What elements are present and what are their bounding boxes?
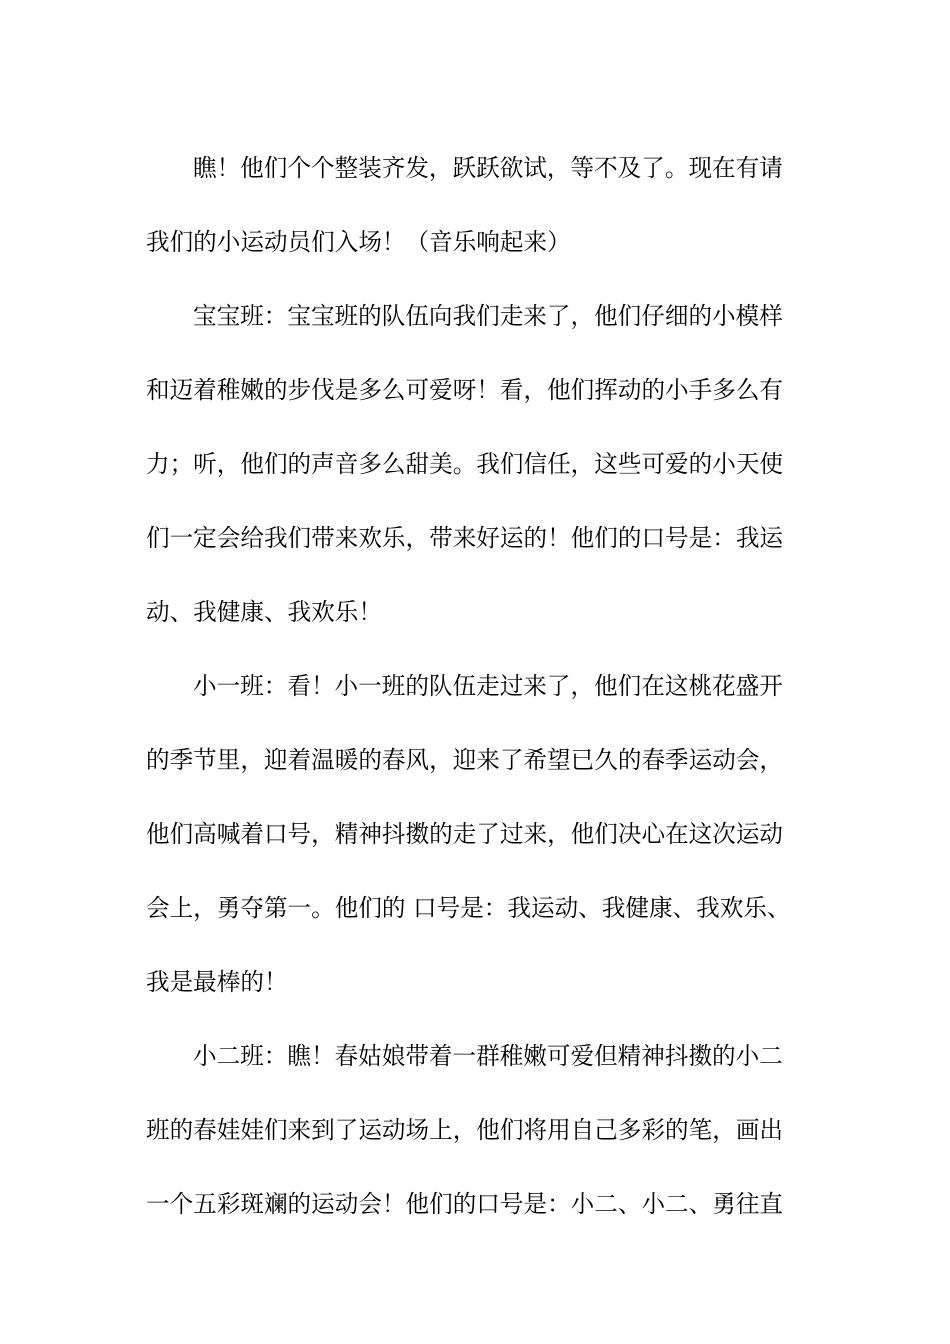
paragraph-line: 动、我健康、我欢乐！ xyxy=(146,598,382,626)
paragraph-line: 一个五彩斑斓的运动会！他们的口号是：小二、小二、勇往直 xyxy=(146,1190,784,1218)
paragraph-line: 们一定会给我们带来欢乐，带来好运的！他们的口号是：我运 xyxy=(146,524,784,552)
paragraph-line: 和迈着稚嫩的步伐是多么可爱呀！看，他们挥动的小手多么有 xyxy=(146,376,784,404)
paragraph-line: 他们高喊着口号，精神抖擞的走了过来，他们决心在这次运动 xyxy=(146,820,784,848)
paragraph-line: 宝宝班：宝宝班的队伍向我们走来了，他们仔细的小模样 xyxy=(193,302,783,330)
paragraph-line: 我是最棒的！ xyxy=(146,968,288,996)
paragraph-line: 会上，勇夺第一。他们的 口号是：我运动、我健康、我欢乐、 xyxy=(146,894,791,922)
paragraph-line: 力；听，他们的声音多么甜美。我们信任，这些可爱的小天使 xyxy=(146,450,784,478)
paragraph-line: 我们的小运动员们入场！（音乐响起来） xyxy=(146,228,571,256)
paragraph-line: 小二班：瞧！春姑娘带着一群稚嫩可爱但精神抖擞的小二 xyxy=(193,1042,783,1070)
paragraph-line: 班的春娃娃们来到了运动场上，他们将用自己多彩的笔，画出 xyxy=(146,1116,784,1144)
document-body xyxy=(146,131,806,1241)
paragraph-line: 的季节里，迎着温暖的春风，迎来了希望已久的春季运动会， xyxy=(146,746,784,774)
paragraph-line: 瞧！他们个个整装齐发，跃跃欲试，等不及了。现在有请 xyxy=(193,154,783,182)
paragraph-line: 小一班：看！小一班的队伍走过来了，他们在这桃花盛开 xyxy=(193,672,783,700)
